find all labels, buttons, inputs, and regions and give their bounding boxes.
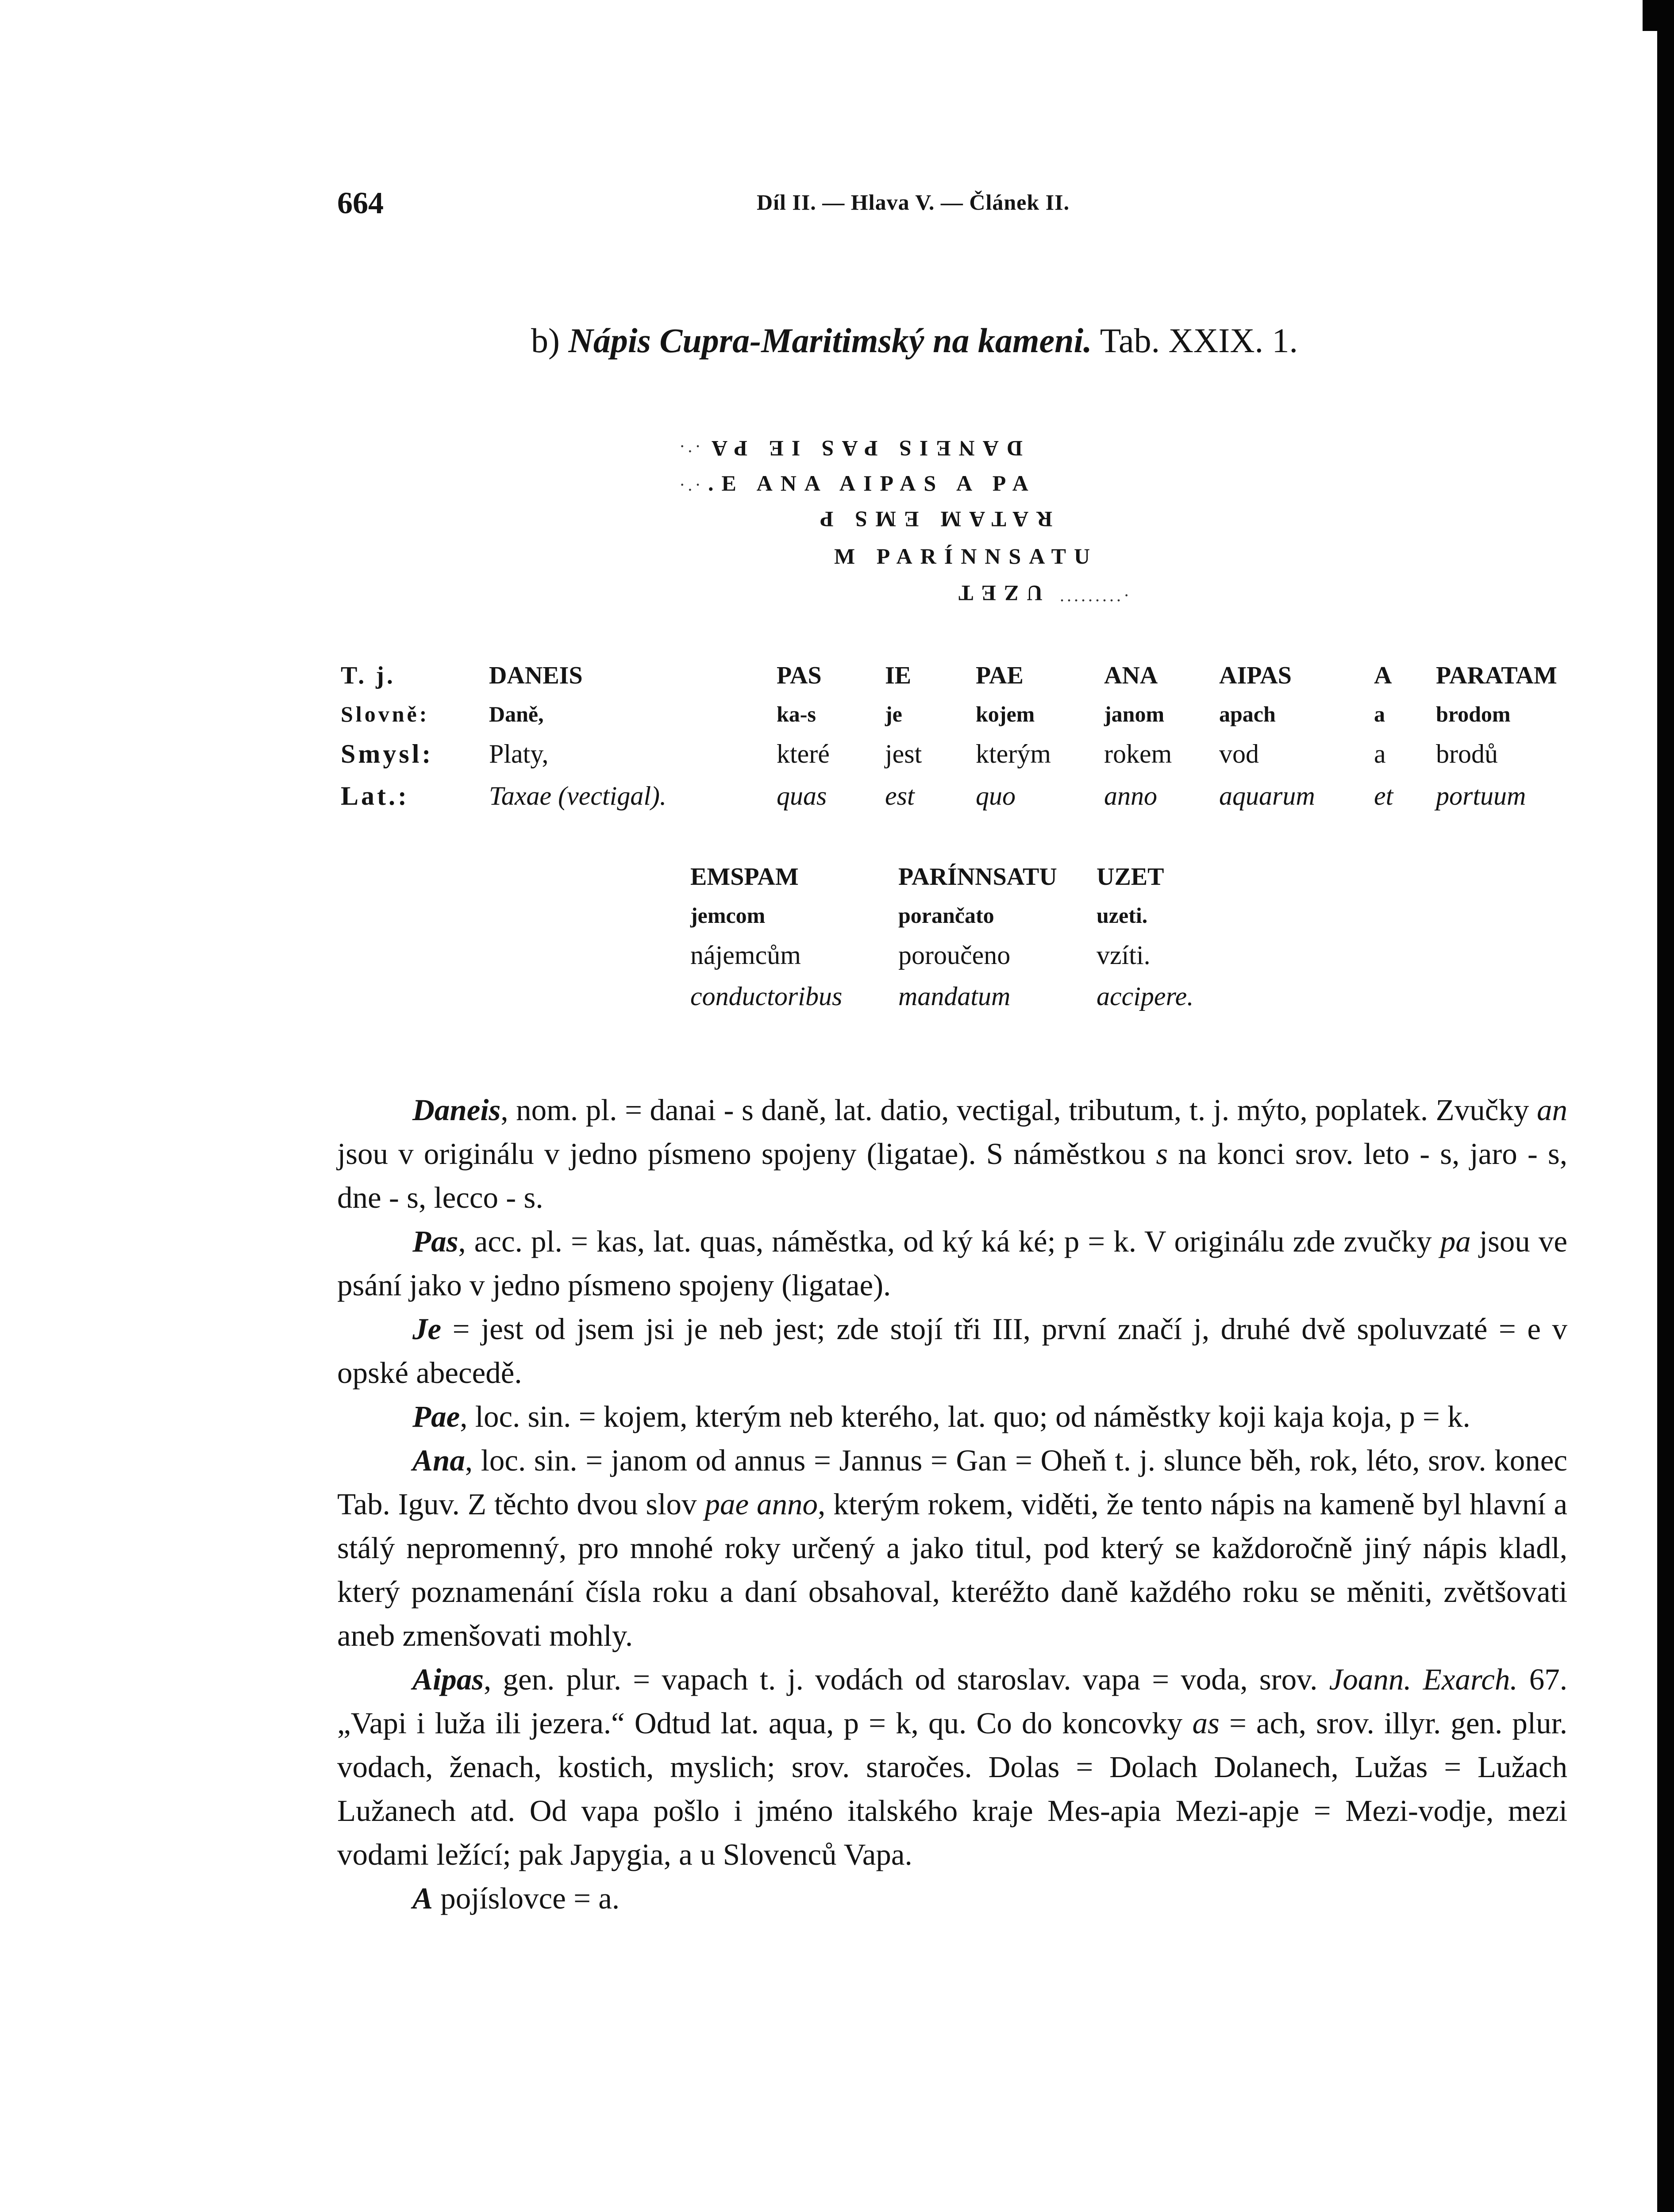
table-cell: poroučeno xyxy=(898,941,1011,970)
scan-edge-top xyxy=(1643,0,1674,31)
table-cell: porančato xyxy=(898,903,994,928)
text-run: na konci srov. leto - s, jaro - s, dne - s, lecco - s. xyxy=(337,1137,1568,1214)
inscription-line-3: RATAM EMS P xyxy=(812,507,1053,532)
table-cell: est xyxy=(885,781,915,810)
title-ref: Tab. XXIX. 1. xyxy=(1100,321,1298,360)
text-run: , kterým rokem, viděti, že tento nápis na kameně byl hlavní a stálý nepromenný, pro mnohé roky určený a jako titul, pod který se každoročně jiný nápis kladl, který poznamenání čísla roku a daní obsahoval, kteréžto daně každého roku se měniti, zvětšovati aneb zmenšovati mohly. xyxy=(337,1487,1567,1652)
text-run: pa xyxy=(1440,1225,1471,1258)
inscription-dots: ·.· xyxy=(679,475,704,495)
table-cell: PARATAM xyxy=(1436,662,1557,689)
table2-row-lat xyxy=(0,981,1674,1017)
inscription-line-5: UZET xyxy=(951,581,1043,606)
table-cell: UZET xyxy=(1097,863,1164,891)
text-run: , nom. pl. = danai - s daně, lat. datio, vectigal, tributum, t. j. mýto, poplatek. Zvučky xyxy=(500,1093,1537,1127)
table2-row-smysl xyxy=(0,940,1674,975)
inscription-line-4: M PARÍNNSATU xyxy=(834,544,1098,568)
table-cell: PAS xyxy=(777,662,822,689)
row-label: Slovně: xyxy=(341,702,430,726)
paragraph-pae xyxy=(337,1395,1567,1439)
paragraph-je xyxy=(337,1307,1567,1395)
table2-row-caps xyxy=(0,863,1674,898)
table-cell: apach xyxy=(1219,702,1276,726)
table-cell: je xyxy=(885,702,902,726)
text-run: Joann. Exarch. xyxy=(1329,1663,1518,1696)
inscription-line-2: .E ANA AIPAS A PA xyxy=(708,471,1036,495)
running-head: Díl II. — Hlava V. — Článek II. xyxy=(757,190,1070,215)
title-label: b) xyxy=(531,321,560,360)
table-cell: vod xyxy=(1219,739,1259,768)
text-run: = jest od jsem jsi je neb jest; zde stojí tři III, první značí j, druhé dvě spoluvzaté = e v opské abecedě. xyxy=(337,1312,1567,1390)
table-cell: anno xyxy=(1104,781,1157,810)
paragraph-ana xyxy=(337,1439,1567,1658)
table-cell: IE xyxy=(885,662,912,689)
table-cell: Taxae (vectigal). xyxy=(489,781,666,810)
inscription-dots: .........· xyxy=(1060,585,1132,605)
table-cell: které xyxy=(777,739,830,768)
table-cell: quas xyxy=(777,781,827,810)
text-run: s xyxy=(1156,1137,1168,1171)
table-cell: a xyxy=(1374,739,1386,768)
headword: Pas xyxy=(412,1225,458,1258)
text-run: as xyxy=(1192,1706,1220,1740)
row-label: Lat.: xyxy=(341,781,409,810)
page-number: 664 xyxy=(337,186,384,220)
table-cell: a xyxy=(1374,702,1385,726)
table-cell: ka-s xyxy=(777,702,816,726)
table-cell: Platy, xyxy=(489,739,549,768)
table-cell: kterým xyxy=(976,739,1051,768)
body-text xyxy=(337,1088,1567,1920)
table-cell: uzeti. xyxy=(1097,903,1148,928)
row-label: T. j. xyxy=(341,662,396,689)
table1-row-lat xyxy=(0,781,1674,816)
headword: Je xyxy=(412,1312,442,1346)
inscription-dots: ·.· xyxy=(679,436,704,456)
table-cell: mandatum xyxy=(898,982,1011,1011)
headword: Ana xyxy=(412,1444,465,1477)
table-cell: portuum xyxy=(1436,781,1526,810)
table-cell: quo xyxy=(976,781,1016,810)
table-cell: A xyxy=(1374,662,1392,689)
text-run: , acc. pl. = kas, lat. quas, náměstka, od ký ká ké; p = k. V originálu zde zvučky xyxy=(458,1225,1440,1258)
table-cell: aquarum xyxy=(1219,781,1315,810)
text-run: , gen. plur. = vapach t. j. vodách od staroslav. vapa = voda, srov. xyxy=(484,1663,1329,1696)
table-cell: janom xyxy=(1104,702,1165,726)
table-cell: brodů xyxy=(1436,739,1498,768)
headword: Pae xyxy=(412,1400,460,1433)
table-cell: jest xyxy=(885,739,922,768)
text-run: 67. „Vapi i luža ili jezera.“ Odtud lat. aqua, p = k, qu. Co do koncovky xyxy=(337,1663,1568,1740)
paragraph-a xyxy=(337,1877,1567,1920)
headword: Daneis xyxy=(412,1093,501,1127)
table2-row-slovne xyxy=(0,902,1674,938)
table-cell: kojem xyxy=(976,702,1035,726)
headword: Aipas xyxy=(412,1663,484,1696)
text-run: , loc. sin. = janom od annus = Jannus = Gan = Oheň t. j. slunce běh, rok, léto, srov. konec Tab. Iguv. Z těchto dvou slov xyxy=(337,1444,1567,1521)
table1-row-caps xyxy=(0,661,1674,697)
table-cell: vzíti. xyxy=(1097,941,1151,970)
paragraph-pas xyxy=(337,1220,1567,1307)
table-cell: AIPAS xyxy=(1219,662,1292,689)
table-cell: nájemcům xyxy=(690,941,801,970)
table-cell: et xyxy=(1374,781,1393,810)
table-cell: DANEIS xyxy=(489,662,583,689)
table-cell: PAE xyxy=(976,662,1024,689)
table-cell: PARÍNNSATU xyxy=(898,863,1057,891)
text-run: jsou ve psání jako v jedno písmeno spojeny (ligatae). xyxy=(337,1225,1567,1302)
table-cell: EMSPAM xyxy=(690,863,799,891)
table-cell: brodom xyxy=(1436,702,1511,726)
paragraph-aipas xyxy=(337,1658,1567,1877)
table-cell: rokem xyxy=(1104,739,1172,768)
title-name: Nápis Cupra-Maritimský na kameni. xyxy=(568,321,1092,360)
scan-edge-right xyxy=(1657,0,1674,2212)
text-run: pae anno xyxy=(704,1487,818,1521)
table-cell: conductoribus xyxy=(690,982,843,1011)
table-cell: Daně, xyxy=(489,702,544,726)
paragraph-daneis xyxy=(337,1088,1567,1220)
table-cell: ANA xyxy=(1104,662,1158,689)
section-title xyxy=(531,321,1298,361)
inscription-line-1: DANEIS PAS IE PA xyxy=(704,436,1023,461)
table-cell: jemcom xyxy=(690,903,766,928)
table1-row-slovne xyxy=(0,701,1674,737)
table1-row-smysl xyxy=(0,739,1674,774)
text-run: pojíslovce = a. xyxy=(433,1882,620,1915)
table-cell: accipere. xyxy=(1097,982,1194,1011)
headword: A xyxy=(412,1882,433,1915)
row-label: Smysl: xyxy=(341,739,434,768)
text-run: jsou v originálu v jedno písmeno spojeny (ligatae). S náměstkou xyxy=(337,1137,1156,1171)
text-run: an xyxy=(1537,1093,1567,1127)
text-run: , loc. sin. = kojem, kterým neb kterého, lat. quo; od náměstky koji kaja koja, p = k. xyxy=(460,1400,1470,1433)
text-run: = ach, srov. illyr. gen. plur. vodach, ženach, kostich, myslich; srov. staročes. Dolas = Dolach Dolanech, Lužas = Lužach Lužanech atd. Od vapa pošlo i jméno italského kraje Mes-apia Mezi-apje = Mezi-vodje, mezi vodami ležící; pak Japygia, a u Slovenců Vapa. xyxy=(337,1706,1567,1871)
